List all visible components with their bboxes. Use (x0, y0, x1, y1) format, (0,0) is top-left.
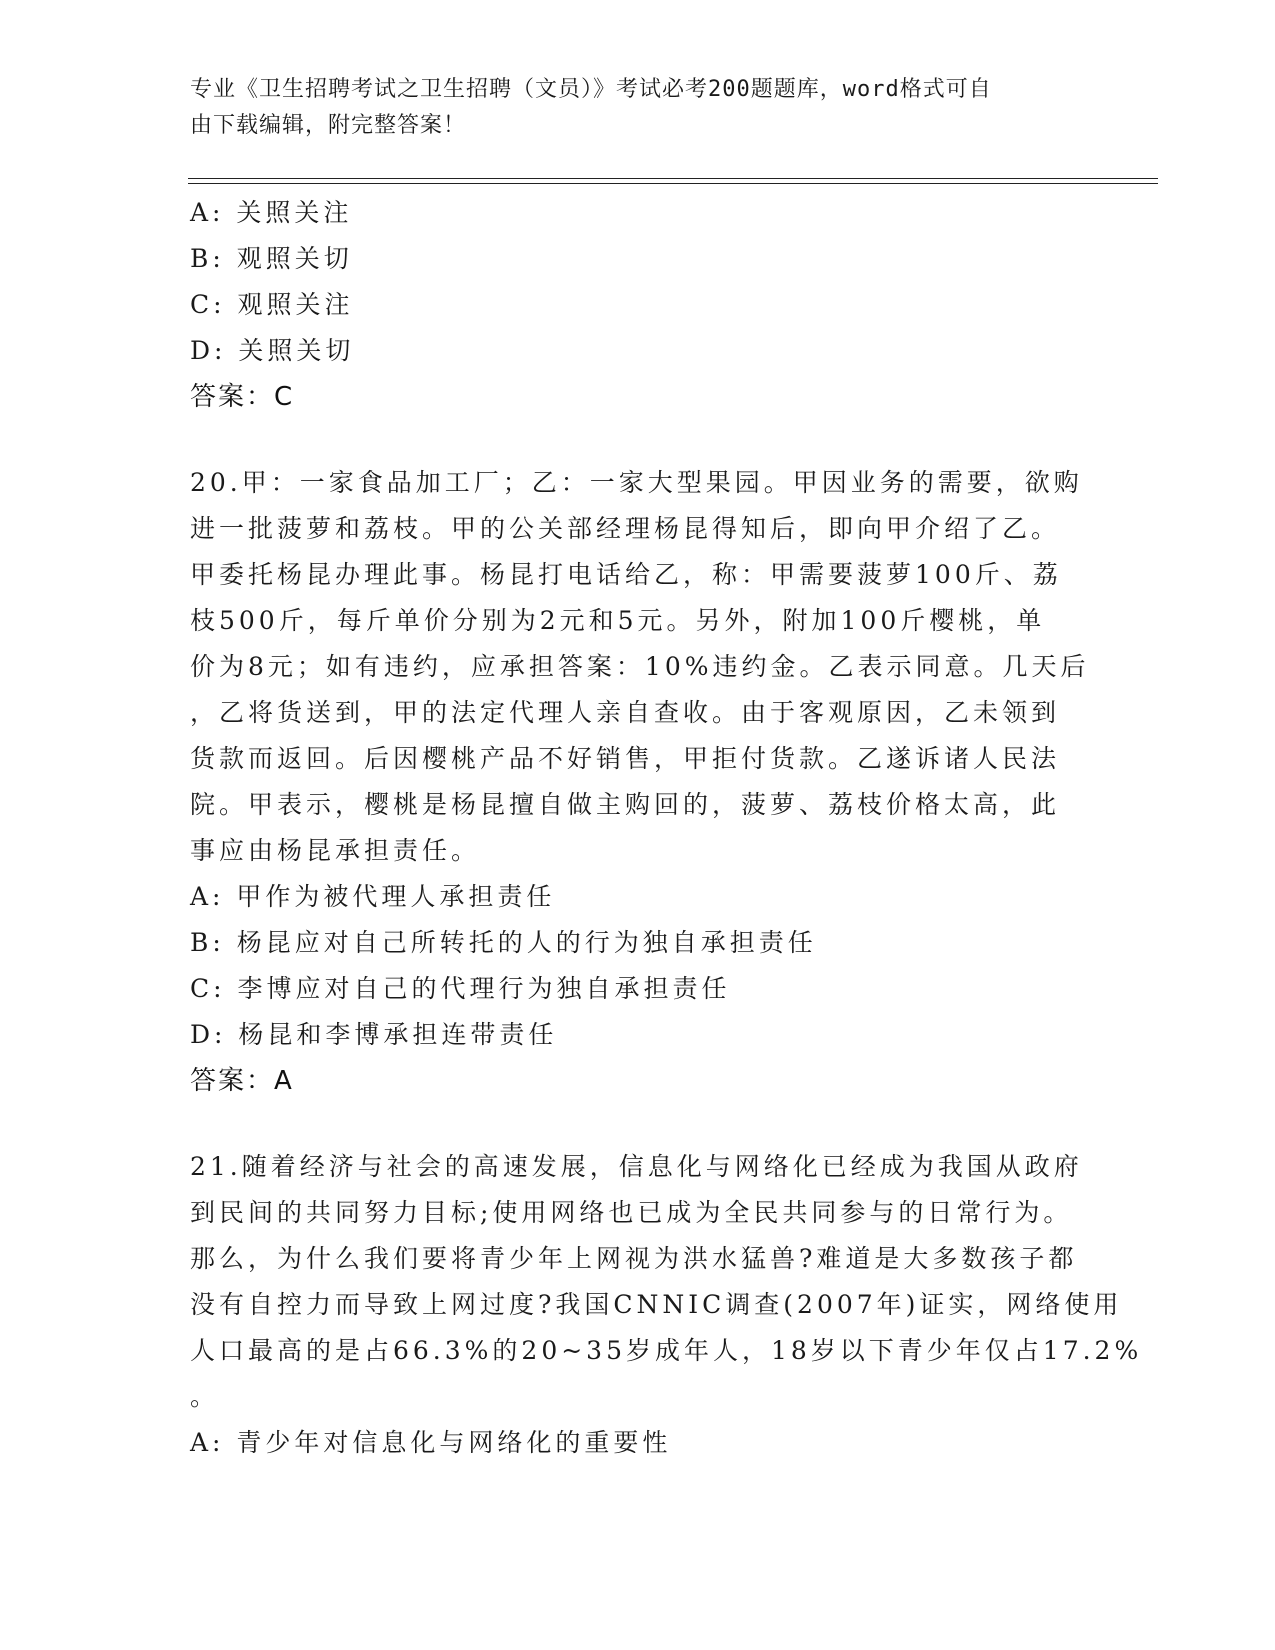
document-body (190, 190, 1143, 1466)
question-line: 没有自控力而导致上网过度?我国CNNIC调查(2007年)证实，网络使用 (190, 1290, 1123, 1319)
option-c: C: 李博应对自己的代理行为独自承担责任 (190, 974, 731, 1003)
option-a: A: 甲作为被代理人承担责任 (190, 882, 556, 911)
question-line: 21.随着经济与社会的高速发展，信息化与网络化已经成为我国从政府 (190, 1152, 1083, 1181)
question-line: 院。甲表示，樱桃是杨昆擅自做主购回的，菠萝、荔枝价格太高，此 (190, 790, 1061, 819)
document-header (190, 72, 1070, 144)
question-line: 那么，为什么我们要将青少年上网视为洪水猛兽?难道是大多数孩子都 (190, 1244, 1078, 1273)
option-b: B: 观照关切 (190, 244, 353, 273)
header-line-2: 由下载编辑，附完整答案！ (190, 113, 467, 138)
option-b: B: 杨昆应对自己所转托的人的行为独自承担责任 (190, 928, 817, 957)
header-rule-bottom (188, 183, 1158, 184)
question-line: 货款而返回。后因樱桃产品不好销售，甲拒付货款。乙遂诉诸人民法 (190, 744, 1061, 773)
option-c: C: 观照关注 (190, 290, 354, 319)
prev-question-options (190, 190, 1090, 374)
prev-question-answer: 答案：C (190, 382, 295, 412)
question-line: 枝500斤，每斤单价分别为2元和5元。另外，附加100斤樱桃，单 (190, 606, 1046, 635)
question-line: 进一批菠萝和荔枝。甲的公关部经理杨昆得知后，即向甲介绍了乙。 (190, 514, 1061, 543)
question-21-options (190, 1420, 1090, 1466)
header-rule-top (188, 178, 1158, 179)
question-20-answer: 答案：A (190, 1066, 294, 1096)
question-21-text (190, 1144, 1143, 1420)
question-line: 到民间的共同努力目标;使用网络也已成为全民共同参与的日常行为。 (190, 1198, 1073, 1227)
question-line: 事应由杨昆承担责任。 (190, 836, 481, 865)
question-line: ，乙将货送到，甲的法定代理人亲自查收。由于客观原因，乙未领到 (190, 698, 1061, 727)
question-20-text (190, 460, 1090, 874)
question-line: 人口最高的是占66.3%的20~35岁成年人，18岁以下青少年仅占17.2% (190, 1336, 1143, 1365)
option-d: D: 杨昆和李博承担连带责任 (190, 1020, 558, 1049)
question-line: 。 (190, 1382, 220, 1411)
option-a: A: 关照关注 (190, 198, 353, 227)
question-line: 20.甲：一家食品加工厂；乙：一家大型果园。甲因业务的需要，欲购 (190, 468, 1083, 497)
question-line: 甲委托杨昆办理此事。杨昆打电话给乙，称：甲需要菠萝100斤、荔 (190, 560, 1062, 589)
option-d: D: 关照关切 (190, 336, 355, 365)
header-line-1: 专业《卫生招聘考试之卫生招聘（文员）》考试必考200题题库，word格式可自 (190, 77, 992, 102)
question-20-options (190, 874, 1090, 1058)
question-line: 价为8元；如有违约，应承担答案：10%违约金。乙表示同意。几天后 (190, 652, 1090, 681)
option-a: A: 青少年对信息化与网络化的重要性 (190, 1428, 672, 1457)
